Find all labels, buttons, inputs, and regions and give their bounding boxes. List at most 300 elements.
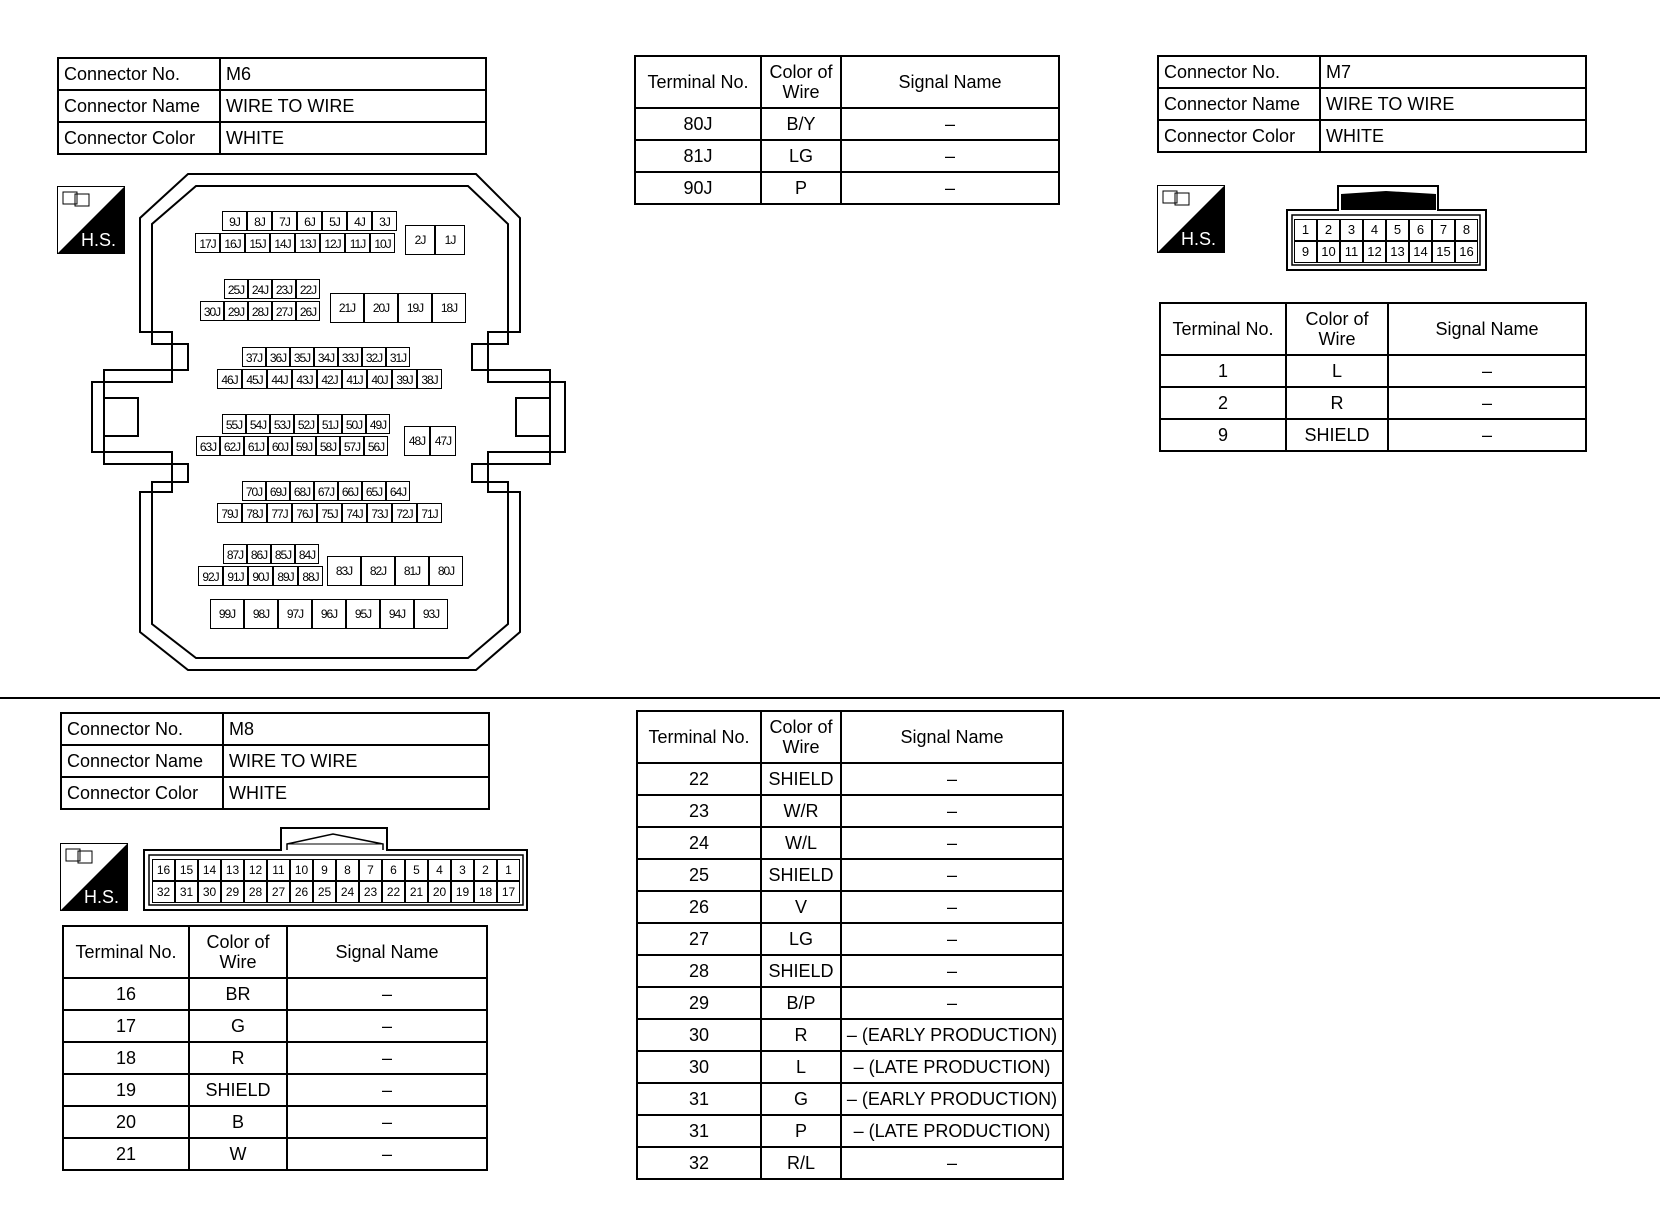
pin: 92J: [198, 566, 223, 586]
m8-terminal-table-left: [62, 925, 488, 1171]
color-cell: LG: [761, 140, 841, 172]
m7-terminal-table: [1159, 302, 1587, 452]
col-color-header: [1286, 303, 1388, 355]
info-row: [58, 58, 486, 90]
terminal-cell: 19: [63, 1074, 189, 1106]
pin: 7J: [272, 211, 297, 231]
signal-cell: –: [287, 1106, 487, 1138]
pin: 32J: [362, 347, 386, 367]
pin: 57J: [340, 436, 364, 456]
info-row: [1158, 120, 1586, 152]
color-header-line1: Color of: [206, 932, 270, 952]
pin: 18J: [432, 293, 466, 323]
col-signal-header: Signal Name: [841, 711, 1063, 763]
pin: 34J: [314, 347, 338, 367]
pin: 15: [1432, 241, 1455, 263]
pin: 25: [313, 881, 336, 903]
pin: 55J: [222, 414, 246, 434]
terminal-cell: 9: [1160, 419, 1286, 451]
signal-cell: –: [287, 1138, 487, 1170]
signal-cell: –: [841, 827, 1063, 859]
pin: 27: [267, 881, 290, 903]
pin: 79J: [217, 503, 242, 523]
m7-connector-info: [1157, 55, 1587, 153]
info-value: WIRE TO WIRE: [223, 745, 489, 777]
pin: 38J: [417, 369, 442, 389]
pin: 10: [1317, 241, 1340, 263]
pin: 5: [405, 859, 428, 881]
color-cell: SHIELD: [761, 763, 841, 795]
pin: 86J: [247, 544, 271, 564]
pin: 29: [221, 881, 244, 903]
pin: 60J: [268, 436, 292, 456]
table-row: [63, 1074, 487, 1106]
color-cell: W: [189, 1138, 287, 1170]
pin: 82J: [361, 556, 395, 586]
pin: 70J: [242, 481, 266, 501]
color-cell: BR: [189, 978, 287, 1010]
pin: 1: [497, 859, 520, 881]
table-header-row: [637, 711, 1063, 763]
info-value: WHITE: [220, 122, 486, 154]
pin: 9J: [222, 211, 247, 231]
pin: 53J: [270, 414, 294, 434]
hs-label: H.S.: [84, 887, 120, 907]
pin: 64J: [386, 481, 410, 501]
pin: 1J: [435, 225, 465, 255]
table-row: [637, 1147, 1063, 1179]
terminal-cell: 1: [1160, 355, 1286, 387]
pin: 9: [1294, 241, 1317, 263]
terminal-cell: 25: [637, 859, 761, 891]
terminal-cell: 16: [63, 978, 189, 1010]
pin: 61J: [244, 436, 268, 456]
hs-icon: [1157, 185, 1225, 253]
pin: 15: [175, 859, 198, 881]
signal-cell: –: [287, 1074, 487, 1106]
hs-label: H.S.: [81, 230, 117, 250]
col-terminal-header: Terminal No.: [637, 711, 761, 763]
col-color-header: [761, 56, 841, 108]
col-signal-header: Signal Name: [1388, 303, 1586, 355]
table-row: [63, 1010, 487, 1042]
pin: 24: [336, 881, 359, 903]
pin: 75J: [317, 503, 342, 523]
info-value: M7: [1320, 56, 1586, 88]
table-row: [63, 1042, 487, 1074]
terminal-cell: 17: [63, 1010, 189, 1042]
col-color-header: [761, 711, 841, 763]
pin: 56J: [364, 436, 388, 456]
pin: 31J: [386, 347, 410, 367]
table-row: [635, 140, 1059, 172]
pin: 99J: [210, 599, 244, 629]
pin: 3J: [372, 211, 397, 231]
col-terminal-header: Terminal No.: [1160, 303, 1286, 355]
terminal-cell: 2: [1160, 387, 1286, 419]
signal-cell: –: [841, 140, 1059, 172]
pin: 54J: [246, 414, 270, 434]
terminal-cell: 30: [637, 1019, 761, 1051]
table-row: [637, 827, 1063, 859]
pin: 59J: [292, 436, 316, 456]
pin: 40J: [367, 369, 392, 389]
signal-cell: –: [841, 955, 1063, 987]
terminal-cell: 28: [637, 955, 761, 987]
color-header-line2: Wire: [1318, 329, 1356, 349]
color-cell: G: [761, 1083, 841, 1115]
terminal-cell: 21: [63, 1138, 189, 1170]
signal-cell: –: [841, 108, 1059, 140]
pin: 89J: [273, 566, 298, 586]
pin: 14: [198, 859, 221, 881]
signal-cell: –: [841, 172, 1059, 204]
terminal-cell: 81J: [635, 140, 761, 172]
info-label: Connector Color: [58, 122, 220, 154]
pin: 8: [1455, 219, 1478, 241]
terminal-cell: 27: [637, 923, 761, 955]
pin: 71J: [417, 503, 442, 523]
pin: 49J: [366, 414, 390, 434]
color-header-line2: Wire: [782, 737, 820, 757]
pin: 21: [405, 881, 428, 903]
info-row: [61, 745, 489, 777]
hs-icon: [60, 843, 128, 911]
color-cell: SHIELD: [1286, 419, 1388, 451]
terminal-cell: 29: [637, 987, 761, 1019]
info-label: Connector Color: [1158, 120, 1320, 152]
info-value: M8: [223, 713, 489, 745]
m6-connector-info: [57, 57, 487, 155]
terminal-cell: 18: [63, 1042, 189, 1074]
signal-cell: –: [841, 795, 1063, 827]
pin: 36J: [266, 347, 290, 367]
table-header-row: [1160, 303, 1586, 355]
table-row: [637, 795, 1063, 827]
info-row: [58, 90, 486, 122]
info-label: Connector No.: [58, 58, 220, 90]
pin: 78J: [242, 503, 267, 523]
pin: 88J: [298, 566, 323, 586]
pin: 94J: [380, 599, 414, 629]
pin: 42J: [317, 369, 342, 389]
pin: 19: [451, 881, 474, 903]
color-cell: SHIELD: [761, 955, 841, 987]
table-row: [635, 172, 1059, 204]
pin: 72J: [392, 503, 417, 523]
col-terminal-header: Terminal No.: [63, 926, 189, 978]
color-cell: B/P: [761, 987, 841, 1019]
pin: 95J: [346, 599, 380, 629]
pin: 31: [175, 881, 198, 903]
pin: 62J: [220, 436, 244, 456]
pin: 74J: [342, 503, 367, 523]
signal-cell: –: [287, 1042, 487, 1074]
info-row: [1158, 88, 1586, 120]
info-label: Connector No.: [61, 713, 223, 745]
pin: 6: [1409, 219, 1432, 241]
m8-terminal-table-right: [636, 710, 1064, 1180]
table-row: [637, 1083, 1063, 1115]
pin: 93J: [414, 599, 448, 629]
pin: 43J: [292, 369, 317, 389]
terminal-cell: 32: [637, 1147, 761, 1179]
pin: 17J: [195, 233, 220, 253]
color-cell: V: [761, 891, 841, 923]
pin: 16: [1455, 241, 1478, 263]
terminal-cell: 20: [63, 1106, 189, 1138]
pin: 13: [221, 859, 244, 881]
pin: 87J: [223, 544, 247, 564]
m6-terminal-table: [634, 55, 1060, 205]
pin: 24J: [248, 279, 272, 299]
pin: 96J: [312, 599, 346, 629]
signal-cell: – (EARLY PRODUCTION): [841, 1083, 1063, 1115]
pin: 33J: [338, 347, 362, 367]
color-cell: R/L: [761, 1147, 841, 1179]
table-row: [1160, 355, 1586, 387]
col-signal-header: Signal Name: [287, 926, 487, 978]
pin: 41J: [342, 369, 367, 389]
pin: 2: [474, 859, 497, 881]
hs-label: H.S.: [1181, 229, 1217, 249]
pin: 20J: [364, 293, 398, 323]
terminal-cell: 30: [637, 1051, 761, 1083]
color-cell: LG: [761, 923, 841, 955]
pin: 16: [152, 859, 175, 881]
pin: 7: [359, 859, 382, 881]
pin: 91J: [223, 566, 248, 586]
table-header-row: [63, 926, 487, 978]
pin: 6J: [297, 211, 322, 231]
pin: 5J: [322, 211, 347, 231]
pin: 67J: [314, 481, 338, 501]
pin: 1: [1294, 219, 1317, 241]
pin: 83J: [327, 556, 361, 586]
pin: 14: [1409, 241, 1432, 263]
pin: 10: [290, 859, 313, 881]
pin: 46J: [217, 369, 242, 389]
color-header-line1: Color of: [769, 717, 833, 737]
pin: 47J: [430, 426, 456, 456]
pin: 90J: [248, 566, 273, 586]
pin: 84J: [295, 544, 319, 564]
signal-cell: – (EARLY PRODUCTION): [841, 1019, 1063, 1051]
pin: 37J: [242, 347, 266, 367]
pin: 12J: [320, 233, 345, 253]
pin: 69J: [266, 481, 290, 501]
terminal-cell: 90J: [635, 172, 761, 204]
table-row: [63, 978, 487, 1010]
terminal-cell: 26: [637, 891, 761, 923]
pin: 21J: [330, 293, 364, 323]
info-value: WHITE: [223, 777, 489, 809]
table-row: [637, 859, 1063, 891]
color-header-line1: Color of: [769, 62, 833, 82]
pin: 11J: [345, 233, 370, 253]
pin: 58J: [316, 436, 340, 456]
pin: 28J: [248, 301, 272, 321]
info-label: Connector Name: [61, 745, 223, 777]
col-signal-header: Signal Name: [841, 56, 1059, 108]
info-label: Connector Color: [61, 777, 223, 809]
col-color-header: [189, 926, 287, 978]
color-cell: R: [189, 1042, 287, 1074]
pin: 17: [497, 881, 520, 903]
pin: 4: [1363, 219, 1386, 241]
pin: 27J: [272, 301, 296, 321]
info-row: [61, 713, 489, 745]
info-row: [61, 777, 489, 809]
pin: 26J: [296, 301, 320, 321]
info-row: [58, 122, 486, 154]
pin: 81J: [395, 556, 429, 586]
table-row: [1160, 419, 1586, 451]
pin: 65J: [362, 481, 386, 501]
color-cell: W/R: [761, 795, 841, 827]
pin: 8: [336, 859, 359, 881]
pin: 10J: [370, 233, 395, 253]
pin: 50J: [342, 414, 366, 434]
pin: 28: [244, 881, 267, 903]
pin: 20: [428, 881, 451, 903]
table-row: [63, 1106, 487, 1138]
info-value: M6: [220, 58, 486, 90]
pin: 73J: [367, 503, 392, 523]
color-cell: B/Y: [761, 108, 841, 140]
table-row: [637, 923, 1063, 955]
pin: 44J: [267, 369, 292, 389]
pin: 85J: [271, 544, 295, 564]
pin: 19J: [398, 293, 432, 323]
pin: 48J: [404, 426, 430, 456]
pin: 25J: [224, 279, 248, 299]
pin: 22J: [296, 279, 320, 299]
pin: 39J: [392, 369, 417, 389]
pin: 29J: [224, 301, 248, 321]
pin: 7: [1432, 219, 1455, 241]
terminal-cell: 24: [637, 827, 761, 859]
table-row: [637, 955, 1063, 987]
pin: 76J: [292, 503, 317, 523]
info-value: WIRE TO WIRE: [1320, 88, 1586, 120]
pin: 80J: [429, 556, 463, 586]
pin: 26: [290, 881, 313, 903]
signal-cell: –: [841, 923, 1063, 955]
color-cell: L: [761, 1051, 841, 1083]
pin: 13: [1386, 241, 1409, 263]
terminal-cell: 31: [637, 1115, 761, 1147]
info-label: Connector Name: [1158, 88, 1320, 120]
color-header-line1: Color of: [1305, 309, 1369, 329]
info-value: WHITE: [1320, 120, 1586, 152]
signal-cell: –: [1388, 355, 1586, 387]
info-row: [1158, 56, 1586, 88]
info-value: WIRE TO WIRE: [220, 90, 486, 122]
pin: 12: [244, 859, 267, 881]
color-cell: R: [761, 1019, 841, 1051]
table-row: [637, 763, 1063, 795]
pin: 45J: [242, 369, 267, 389]
terminal-cell: 31: [637, 1083, 761, 1115]
pin: 66J: [338, 481, 362, 501]
table-row: [63, 1138, 487, 1170]
pin: 18: [474, 881, 497, 903]
pin: 11: [267, 859, 290, 881]
pin: 12: [1363, 241, 1386, 263]
color-header-line2: Wire: [782, 82, 820, 102]
pin: 6: [382, 859, 405, 881]
pin: 35J: [290, 347, 314, 367]
signal-cell: –: [1388, 387, 1586, 419]
color-cell: P: [761, 1115, 841, 1147]
pin: 23: [359, 881, 382, 903]
signal-cell: –: [287, 1010, 487, 1042]
signal-cell: – (LATE PRODUCTION): [841, 1051, 1063, 1083]
pin: 98J: [244, 599, 278, 629]
table-row: [637, 891, 1063, 923]
table-row: [637, 987, 1063, 1019]
pin: 2: [1317, 219, 1340, 241]
signal-cell: –: [841, 987, 1063, 1019]
signal-cell: –: [841, 763, 1063, 795]
table-row: [635, 108, 1059, 140]
info-label: Connector No.: [1158, 56, 1320, 88]
pin: 97J: [278, 599, 312, 629]
signal-cell: –: [841, 859, 1063, 891]
signal-cell: –: [1388, 419, 1586, 451]
pin: 51J: [318, 414, 342, 434]
pin: 63J: [196, 436, 220, 456]
table-row: [637, 1051, 1063, 1083]
section-divider: [0, 697, 1660, 699]
pin: 16J: [220, 233, 245, 253]
pin: 77J: [267, 503, 292, 523]
color-cell: SHIELD: [189, 1074, 287, 1106]
pin: 9: [313, 859, 336, 881]
pin: 5: [1386, 219, 1409, 241]
pin: 52J: [294, 414, 318, 434]
signal-cell: –: [841, 1147, 1063, 1179]
pin: 3: [451, 859, 474, 881]
pin: 32: [152, 881, 175, 903]
color-cell: W/L: [761, 827, 841, 859]
pin: 11: [1340, 241, 1363, 263]
terminal-cell: 80J: [635, 108, 761, 140]
signal-cell: – (LATE PRODUCTION): [841, 1115, 1063, 1147]
terminal-cell: 23: [637, 795, 761, 827]
pin: 4J: [347, 211, 372, 231]
terminal-cell: 22: [637, 763, 761, 795]
pin: 2J: [405, 225, 435, 255]
color-cell: SHIELD: [761, 859, 841, 891]
pin: 22: [382, 881, 405, 903]
col-terminal-header: Terminal No.: [635, 56, 761, 108]
color-cell: R: [1286, 387, 1388, 419]
pin: 30J: [200, 301, 224, 321]
table-row: [637, 1019, 1063, 1051]
color-cell: L: [1286, 355, 1388, 387]
table-header-row: [635, 56, 1059, 108]
color-header-line2: Wire: [219, 952, 257, 972]
pin: 13J: [295, 233, 320, 253]
color-cell: P: [761, 172, 841, 204]
pin: 15J: [245, 233, 270, 253]
m8-connector-info: [60, 712, 490, 810]
signal-cell: –: [841, 891, 1063, 923]
pin: 30: [198, 881, 221, 903]
pin: 68J: [290, 481, 314, 501]
